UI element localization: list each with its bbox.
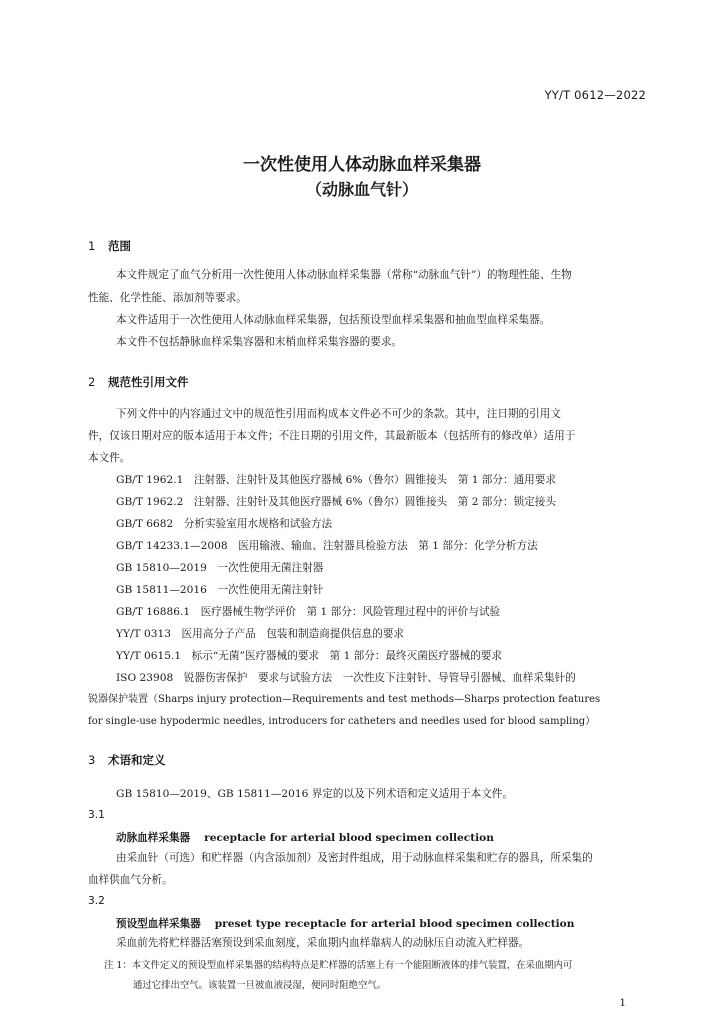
term-english: preset type receptacle for arterial blood specimen collection xyxy=(214,918,575,930)
reference-item: GB/T 14233.1—2008 医用输液、输血、注射器具检验方法 第 1 部分：化学分析方法 xyxy=(116,540,538,552)
term-3-2-definition: 采血前先将贮样器活塞预设到采血刻度，采血期内血样靠病人的动脉压自动流入贮样器。 xyxy=(116,937,530,949)
section-title: 范围 xyxy=(108,239,131,253)
scope-paragraph-3: 本文件不包括静脉血样采集容器和末梢血样采集容器的要求。 xyxy=(116,336,403,348)
reference-item: YY/T 0615.1 标示“无菌”医疗器械的要求 第 1 部分：最终灭菌医疗器械的要求 xyxy=(116,650,502,662)
standard-code: YY/T 0612—2022 xyxy=(544,88,646,102)
term-number: 3.2 xyxy=(88,895,105,907)
reference-item: GB 15810—2019 一次性使用无菌注射器 xyxy=(116,562,324,574)
term-3-1-definition-line-2: 血样供血气分析。 xyxy=(88,874,173,886)
document-title: 一次性使用人体动脉血样采集器 xyxy=(243,155,481,175)
term-english: receptacle for arterial blood specimen collection xyxy=(204,832,494,844)
term-3-2-note-line-1: 注 1：本文件定义的预设型血样采集器的结构特点是贮样器的活塞上有一个能阻断液体的排气装置，在采血期内可 xyxy=(104,960,573,971)
scope-paragraph-2: 本文件适用于一次性使用人体动脉血样采集器，包括预设型血样采集器和抽血型血样采集器。 xyxy=(116,314,551,326)
section-number: 1 xyxy=(88,239,96,253)
section-1-heading xyxy=(88,238,131,254)
references-intro-line-3: 本文件。 xyxy=(88,452,131,464)
section-number: 2 xyxy=(88,375,96,389)
term-chinese: 预设型血样采集器 xyxy=(116,918,201,930)
scope-paragraph-1-line-1: 本文件规定了血气分析用一次性使用人体动脉血样采集器（常称“动脉血气针”）的物理性能、生物 xyxy=(116,269,572,281)
term-number: 3.1 xyxy=(88,809,105,821)
section-title: 规范性引用文件 xyxy=(108,375,189,389)
terms-intro: GB 15810—2019、GB 15811—2016 界定的以及下列术语和定义适用于本文件。 xyxy=(116,788,513,800)
iso-reference-line-3: for single-use hypodermic needles, introducers for catheters and needles used for blood sampling） xyxy=(88,716,596,727)
reference-item: GB/T 1962.1 注射器、注射针及其他医疗器械 6%（鲁尔）圆锥接头 第 1 部分：通用要求 xyxy=(116,474,556,486)
term-chinese: 动脉血样采集器 xyxy=(116,832,191,844)
term-3-1 xyxy=(116,830,494,845)
reference-item: GB/T 6682 分析实验室用水规格和试验方法 xyxy=(116,518,333,530)
scope-paragraph-1-line-2: 性能、化学性能、添加剂等要求。 xyxy=(88,292,247,304)
reference-item: GB/T 16886.1 医疗器械生物学评价 第 1 部分：风险管理过程中的评价与试验 xyxy=(116,606,501,618)
reference-item: GB/T 1962.2 注射器、注射针及其他医疗器械 6%（鲁尔）圆锥接头 第 2 部分：锁定接头 xyxy=(116,496,556,508)
term-3-1-definition-line-1: 由采血针（可选）和贮样器（内含添加剂）及密封件组成，用于动脉血样采集和贮存的器具，所采集的 xyxy=(116,852,593,864)
section-2-heading xyxy=(88,374,189,390)
term-3-2 xyxy=(116,916,574,931)
section-number: 3 xyxy=(88,753,96,767)
references-intro-line-1: 下列文件中的内容通过文中的规范性引用而构成本文件必不可少的条款。其中，注日期的引用文 xyxy=(116,408,561,420)
reference-item: YY/T 0313 医用高分子产品 包装和制造商提供信息的要求 xyxy=(116,628,405,640)
iso-reference-line-1: ISO 23908 锐器伤害保护 要求与试验方法 一次性皮下注射针、导管导引器械、血样采集针的 xyxy=(116,672,576,684)
iso-reference-line-2: 锐器保护装置（Sharps injury protection—Requirements and test methods—Sharps protection features xyxy=(88,694,601,705)
section-3-heading xyxy=(88,752,166,768)
reference-item: GB 15811—2016 一次性使用无菌注射针 xyxy=(116,584,324,596)
term-3-2-note-line-2: 通过它排出空气。该装置一旦被血液浸湿，便同时阻绝空气。 xyxy=(133,980,387,991)
section-title: 术语和定义 xyxy=(108,753,166,767)
document-subtitle: （动脉血气针） xyxy=(305,180,418,199)
page-number: 1 xyxy=(619,997,626,1009)
references-intro-line-2: 件，仅该日期对应的版本适用于本文件；不注日期的引用文件，其最新版本（包括所有的修改单）适用于 xyxy=(88,430,576,442)
